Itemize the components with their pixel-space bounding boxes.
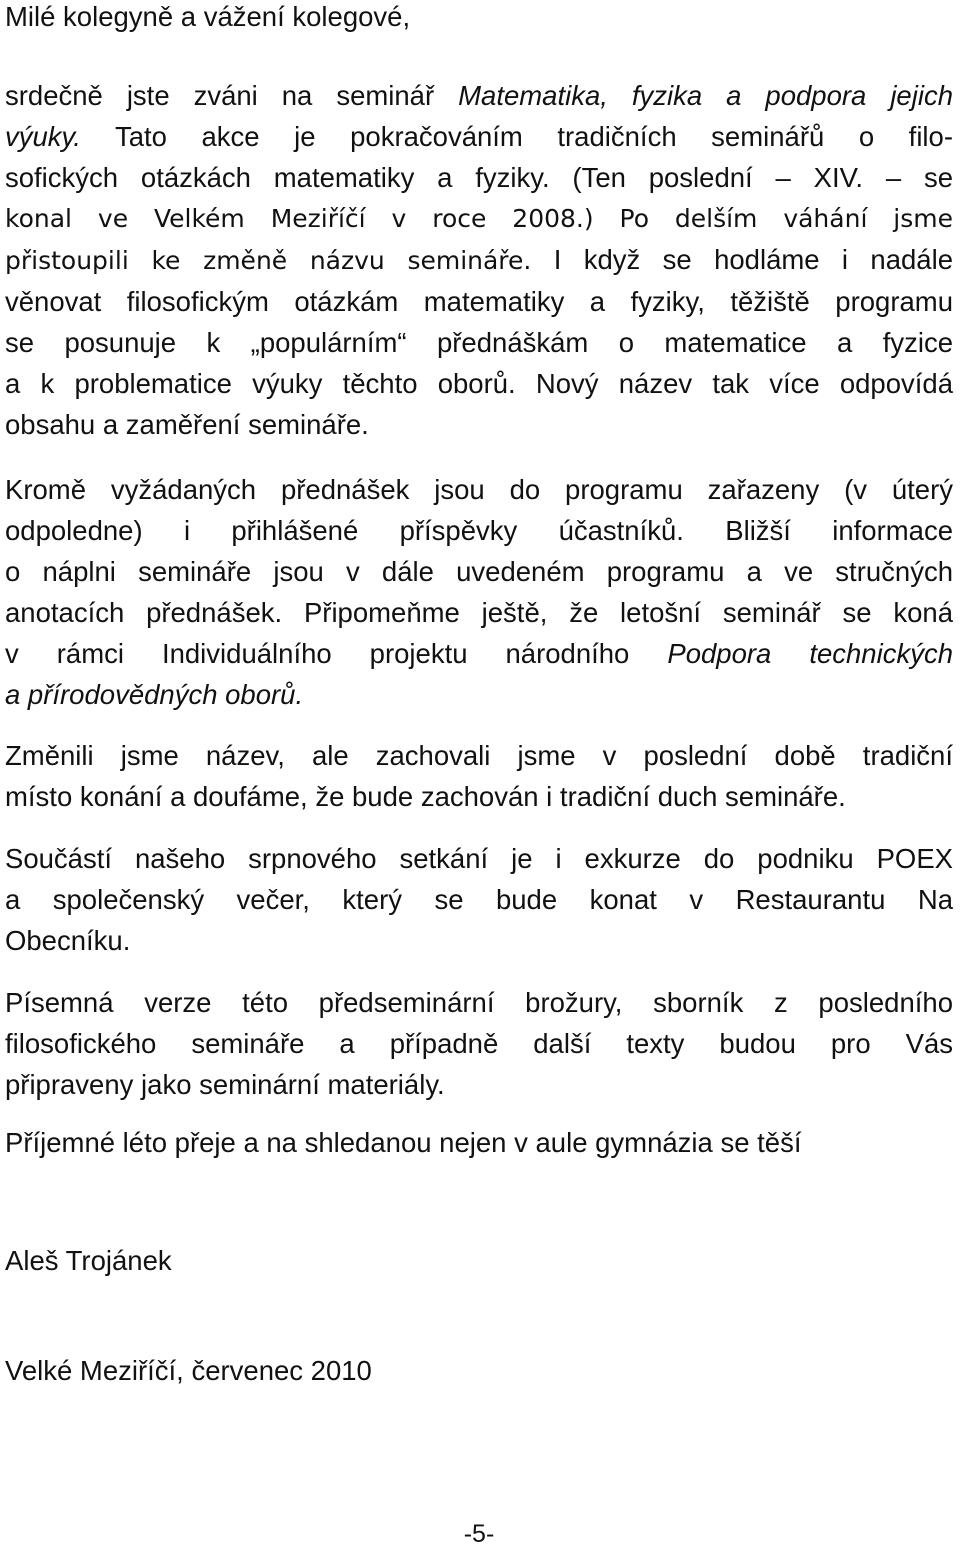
text-line: se posunuje k „populárním“ přednáškám o matematice a fyzice [5, 327, 953, 358]
closing-line: Příjemné léto přeje a na shledanou nejen v aule gymnázia se těší [5, 1127, 802, 1158]
text-line: o náplni semináře jsou v dále uvedeném programu a ve stručných [5, 556, 953, 587]
text-line: sofických otázkách matematiky a fyziky. (Ten poslední – XIV. – se [5, 162, 953, 193]
text-line: přistoupili ke změně názvu semináře. I když se hodláme i nadále [5, 244, 953, 275]
paragraph-venue [5, 735, 953, 817]
text-line: Změnili jsme název, ale zachovali jsme v poslední době tradiční [5, 740, 953, 771]
text-line: odpoledne) i přihlášené příspěvky účastníků. Bližší informace [5, 515, 953, 546]
place-date: Velké Meziříčí, červenec 2010 [5, 1355, 372, 1386]
text-line: srdečně jste zváni na seminář Matematika, fyzika a podpora jejich [5, 80, 953, 111]
text-line: Obecníku. [5, 925, 131, 956]
text-line: Kromě vyžádaných přednášek jsou do programu zařazeny (v úterý [5, 474, 953, 505]
page-number: -5- [463, 1520, 495, 1548]
text-line: místo konání a doufáme, že bude zachován i tradiční duch semináře. [5, 781, 846, 812]
text-line: Součástí našeho srpnového setkání je i exkurze do podniku POEX [5, 843, 953, 874]
document-page [5, 0, 953, 1550]
paragraph-materials [5, 982, 953, 1105]
text-line: věnovat filosofickým otázkám matematiky a fyziky, těžiště programu [5, 286, 953, 317]
text-line: a k problematice výuky těchto oborů. Nový název tak více odpovídá [5, 368, 953, 399]
text-line: anotacích přednášek. Připomeňme ještě, že letošní seminář se koná [5, 597, 953, 628]
text-line: a společenský večer, který se bude konat v Restaurantu Na [5, 884, 953, 915]
text-line: filosofického semináře a případně další texty budou pro Vás [5, 1028, 953, 1059]
greeting: Milé kolegyně a vážení kolegové, [5, 1, 411, 32]
text-line: výuky. Tato akce je pokračováním tradičních seminářů o filo- [5, 121, 953, 152]
text-line: připraveny jako seminární materiály. [5, 1069, 445, 1100]
text-line: a přírodovědných oborů. [5, 679, 304, 710]
text-line: obsahu a zaměření semináře. [5, 409, 369, 440]
paragraph-program [5, 469, 953, 715]
signature: Aleš Trojánek [5, 1245, 172, 1276]
paragraph-intro [5, 75, 953, 445]
text-line: konal ve Velkém Meziříčí v roce 2008.) Po delším váhání jsme [5, 204, 953, 233]
text-line: v rámci Individuálního projektu národního Podpora technických [5, 638, 954, 669]
text-line: Písemná verze této předseminární brožury, sborník z posledního [5, 987, 953, 1018]
paragraph-excursion [5, 838, 953, 961]
